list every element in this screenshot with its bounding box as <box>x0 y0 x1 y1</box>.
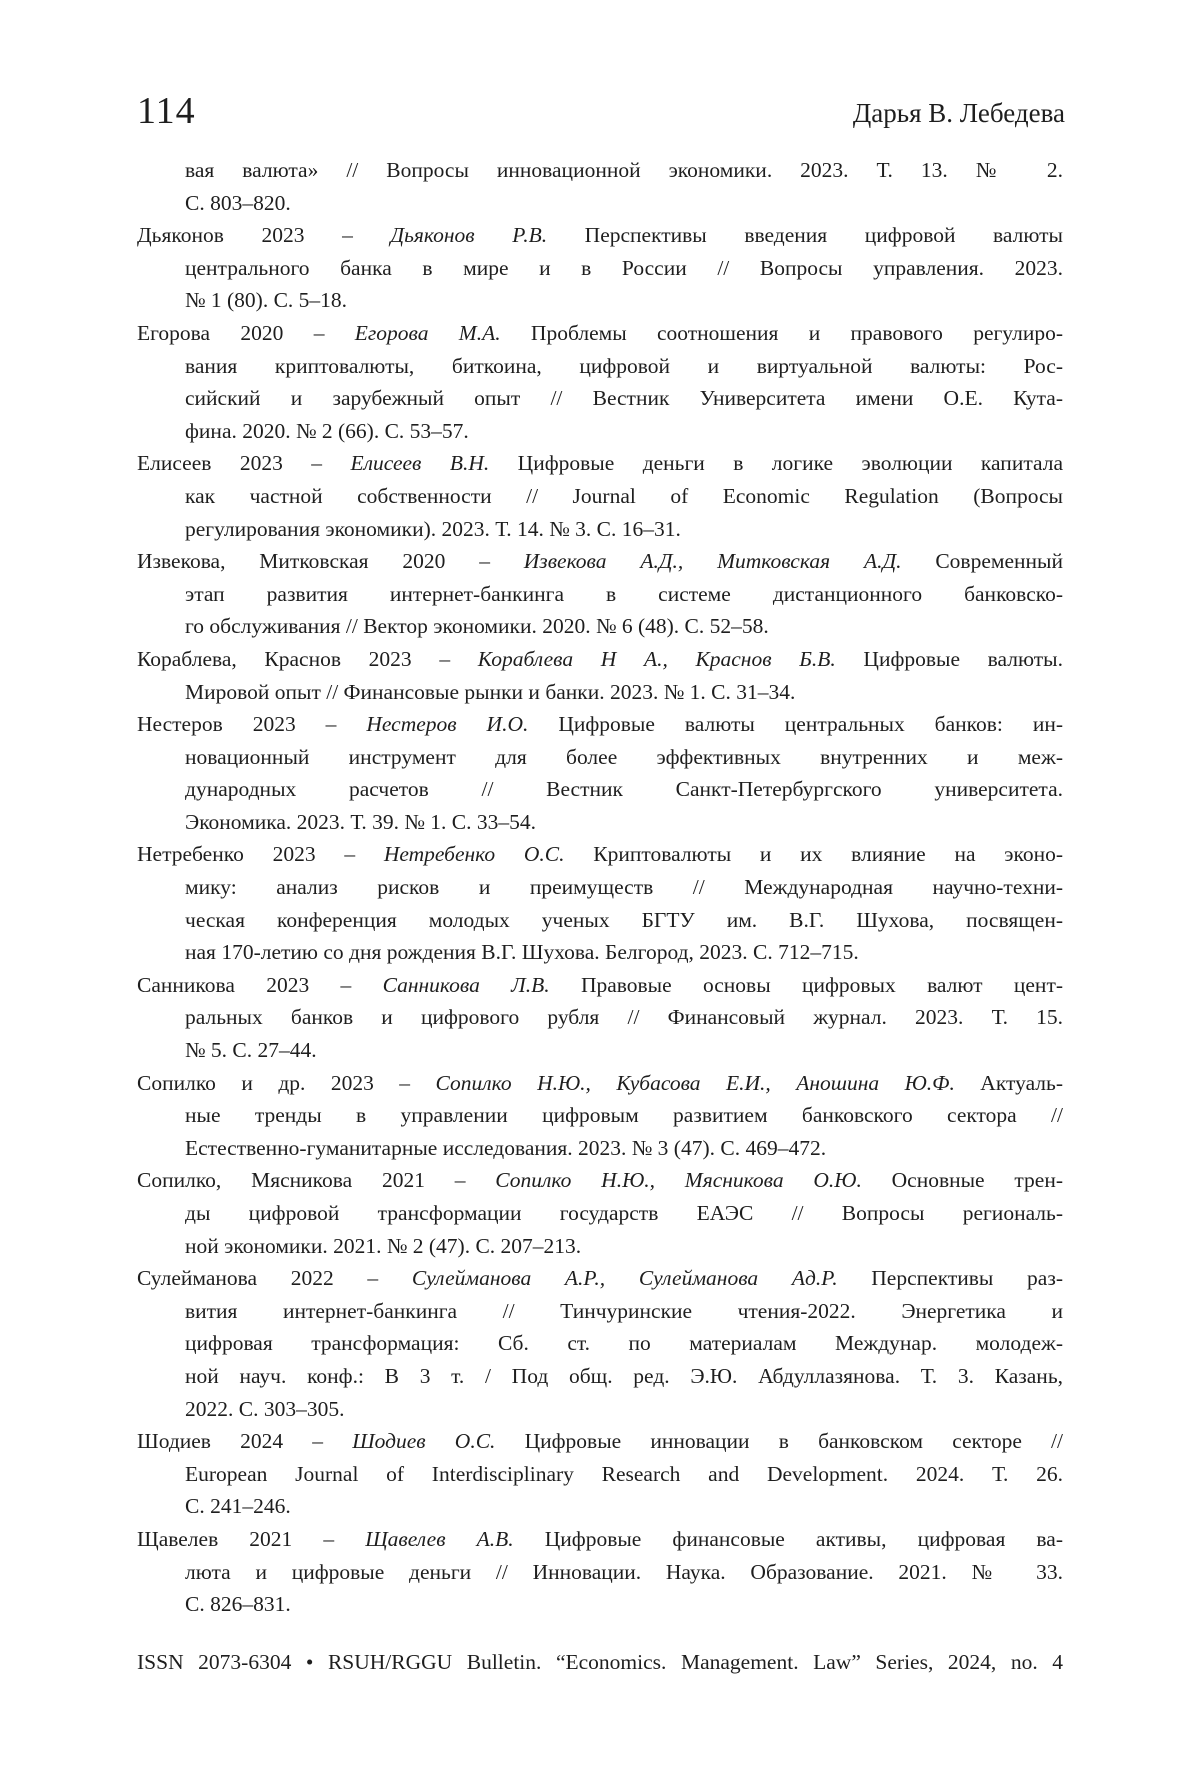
reference-text: Нестеров 2023 – <box>137 712 367 737</box>
reference-text: ческая конференция молодых ученых БГТУ им. В.Г. Шухова, посвящен- <box>185 907 1063 932</box>
reference-line <box>185 284 1063 317</box>
reference-authors-italic: Нестеров И.О. <box>366 712 529 737</box>
reference-line <box>185 578 1063 611</box>
reference-entry <box>137 219 1063 317</box>
reference-authors-italic: Сулейманова А.Р., Сулейманова Ад.Р. <box>411 1266 838 1291</box>
reference-text: центрального банка в мире и в России // Вопросы управления. 2023. <box>185 255 1063 280</box>
reference-line <box>185 1099 1063 1132</box>
reference-line <box>185 1295 1063 1328</box>
reference-authors-italic: Щавелев А.В. <box>365 1526 514 1551</box>
reference-authors-italic: Нетребенко О.С. <box>383 842 565 867</box>
reference-text: вития интернет-банкинга // Тинчуринские чтения-2022. Энергетика и <box>185 1298 1063 1323</box>
reference-line <box>137 1164 1063 1197</box>
reference-entry <box>137 1067 1063 1165</box>
reference-line <box>185 1490 1063 1523</box>
reference-text: Правовые основы цифровых валют цент- <box>549 972 1063 997</box>
running-head-author: Дарья В. Лебедева <box>852 98 1065 128</box>
reference-line <box>185 904 1063 937</box>
reference-text: этап развития интернет-банкинга в системе дистанционного банковско- <box>185 581 1063 606</box>
reference-entry <box>137 643 1063 708</box>
reference-line <box>185 1360 1063 1393</box>
reference-text: Дьяконов 2023 – <box>137 223 391 248</box>
reference-line <box>185 415 1063 448</box>
reference-line <box>185 676 1063 709</box>
reference-text: Цифровые валюты. <box>835 646 1063 671</box>
reference-text: Криптовалюты и их влияние на эконо- <box>564 842 1063 867</box>
reference-line <box>185 382 1063 415</box>
reference-text: Актуаль- <box>954 1070 1063 1095</box>
reference-text: вания криптовалюты, биткоина, цифровой и виртуальной валюты: Рос- <box>185 353 1063 378</box>
reference-text: Кораблева, Краснов 2023 – <box>137 646 478 671</box>
reference-text: сийский и зарубежный опыт // Вестник Университета имени О.Е. Кута- <box>185 386 1063 411</box>
reference-line <box>185 187 1063 220</box>
reference-authors-italic: Елисеев В.Н. <box>350 451 490 476</box>
reference-text: Щавелев 2021 – <box>137 1526 366 1551</box>
reference-authors-italic: Извекова А.Д., Митковская А.Д. <box>523 549 902 574</box>
reference-entry <box>137 708 1063 838</box>
reference-line <box>185 871 1063 904</box>
reference-line <box>137 1067 1063 1100</box>
reference-text: Мировой опыт // Финансовые рынки и банки. 2023. № 1. С. 31–34. <box>185 679 796 704</box>
reference-entry <box>137 447 1063 545</box>
reference-entry <box>137 154 1063 219</box>
reference-line <box>185 1132 1063 1165</box>
reference-text: Цифровые валюты центральных банков: ин- <box>528 712 1063 737</box>
reference-line <box>185 1556 1063 1589</box>
reference-line <box>185 154 1063 187</box>
reference-line <box>185 480 1063 513</box>
reference-text: мику: анализ рисков и преимуществ // Международная научно-техни- <box>185 875 1063 900</box>
reference-line <box>185 1458 1063 1491</box>
reference-text: Экономика. 2023. Т. 39. № 1. С. 33–54. <box>185 809 537 834</box>
reference-text: новационный инструмент для более эффективных внутренних и меж- <box>185 744 1063 769</box>
reference-text: дународных расчетов // Вестник Санкт-Петербургского университета. <box>185 777 1063 802</box>
reference-text: Извекова, Митковская 2020 – <box>137 549 524 574</box>
reference-text: Естественно-гуманитарные исследования. 2023. № 3 (47). С. 469–472. <box>185 1135 827 1160</box>
reference-text: № 5. С. 27–44. <box>185 1038 317 1063</box>
reference-text: Перспективы раз- <box>837 1266 1063 1291</box>
reference-entry <box>137 838 1063 968</box>
reference-text: ды цифровой трансформации государств ЕАЭС // Вопросы региональ- <box>185 1201 1063 1225</box>
reference-entry <box>137 317 1063 447</box>
reference-text: ральных банков и цифрового рубля // Финансовый журнал. 2023. Т. 15. <box>185 1005 1063 1030</box>
reference-line <box>185 513 1063 546</box>
reference-line <box>137 447 1063 480</box>
reference-text: цифровая трансформация: Сб. ст. по материалам Междунар. молодеж- <box>185 1331 1063 1356</box>
reference-entry <box>137 1523 1063 1621</box>
reference-text: Современный <box>901 549 1063 574</box>
reference-line <box>185 1197 1063 1230</box>
reference-line <box>185 1001 1063 1034</box>
reference-text: 2022. С. 303–305. <box>185 1396 345 1421</box>
reference-text: ной экономики. 2021. № 2 (47). С. 207–213. <box>185 1233 582 1258</box>
reference-line <box>185 1588 1063 1621</box>
reference-text: Нетребенко 2023 – <box>137 842 384 867</box>
reference-text: С. 826–831. <box>185 1592 291 1617</box>
reference-text: Проблемы соотношения и правового регулиро- <box>500 320 1064 345</box>
reference-text: Цифровые финансовые активы, цифровая ва- <box>513 1526 1063 1551</box>
reference-entry <box>137 1164 1063 1262</box>
page-number: 114 <box>137 90 196 132</box>
references-list <box>137 154 1063 1621</box>
reference-text: Основные трен- <box>861 1168 1064 1193</box>
reference-authors-italic: Шодиев О.С. <box>352 1429 496 1454</box>
reference-text: фина. 2020. № 2 (66). С. 53–57. <box>185 418 469 443</box>
reference-authors-italic: Санникова Л.В. <box>382 972 550 997</box>
reference-text: Перспективы введения цифровой валюты <box>547 223 1064 248</box>
reference-text: Сулейманова 2022 – <box>137 1266 412 1291</box>
reference-text: Шодиев 2024 – <box>137 1429 353 1454</box>
reference-text: Цифровые инновации в банковском секторе // <box>495 1429 1063 1454</box>
reference-line <box>137 545 1063 578</box>
reference-line <box>185 252 1063 285</box>
reference-entry <box>137 1425 1063 1523</box>
reference-line <box>137 1425 1063 1458</box>
reference-entry <box>137 969 1063 1067</box>
reference-text: регулирования экономики). 2023. Т. 14. № 3. С. 16–31. <box>185 516 681 541</box>
reference-text: вая валюта» // Вопросы инновационной экономики. 2023. Т. 13. № 2. <box>185 158 1063 182</box>
reference-text: С. 803–820. <box>185 190 291 215</box>
reference-line <box>137 838 1063 871</box>
reference-text: Санникова 2023 – <box>137 972 383 997</box>
reference-text: Сопилко и др. 2023 – <box>137 1070 436 1095</box>
reference-line <box>185 773 1063 806</box>
reference-text: Сопилко, Мясникова 2021 – <box>137 1168 496 1193</box>
reference-text: люта и цифровые деньги // Инновации. Наука. Образование. 2021. № 33. <box>185 1559 1063 1584</box>
reference-line <box>185 1034 1063 1067</box>
reference-authors-italic: Дьяконов Р.В. <box>390 223 548 248</box>
journal-footer: ISSN 2073-6304 • RSUH/RGGU Bulletin. “Economics. Management. Law” Series, 2024, no. 4 <box>137 1650 1063 1674</box>
reference-text: как частной собственности // Journal of Economic Regulation (Вопросы <box>185 483 1063 508</box>
reference-entry <box>137 545 1063 643</box>
reference-line <box>137 1262 1063 1295</box>
reference-line <box>185 806 1063 839</box>
reference-text: ной науч. конф.: В 3 т. / Под общ. ред. Э.Ю. Абдуллазянова. Т. 3. Казань, <box>185 1363 1063 1388</box>
reference-authors-italic: Сопилко Н.Ю., Кубасова Е.И., Аношина Ю.Ф. <box>435 1070 955 1095</box>
reference-line <box>185 936 1063 969</box>
reference-text: Цифровые деньги в логике эволюции капитала <box>489 451 1063 476</box>
reference-text: Егорова 2020 – <box>137 320 355 345</box>
reference-line <box>137 969 1063 1002</box>
reference-text: № 1 (80). С. 5–18. <box>185 288 348 313</box>
reference-line <box>137 219 1063 252</box>
reference-line <box>137 643 1063 676</box>
reference-authors-italic: Егорова М.А. <box>354 320 501 345</box>
reference-text: European Journal of Interdisciplinary Research and Development. 2024. Т. 26. <box>185 1461 1063 1486</box>
reference-line <box>185 1327 1063 1360</box>
reference-line <box>185 1393 1063 1426</box>
reference-text: Елисеев 2023 – <box>137 451 351 476</box>
reference-authors-italic: Кораблева Н А., Краснов Б.В. <box>477 646 836 671</box>
reference-text: ные тренды в управлении цифровым развитием банковского сектора // <box>185 1103 1063 1128</box>
reference-line <box>185 1230 1063 1263</box>
reference-text: С. 241–246. <box>185 1494 291 1519</box>
reference-line <box>137 1523 1063 1556</box>
reference-authors-italic: Сопилко Н.Ю., Мясникова О.Ю. <box>495 1168 862 1193</box>
reference-text: ная 170-летию со дня рождения В.Г. Шухова. Белгород, 2023. С. 712–715. <box>185 940 859 965</box>
reference-text: го обслуживания // Вектор экономики. 2020. № 6 (48). С. 52–58. <box>185 614 769 639</box>
reference-line <box>185 741 1063 774</box>
reference-line <box>185 350 1063 383</box>
reference-line <box>137 317 1063 350</box>
reference-line <box>137 708 1063 741</box>
reference-entry <box>137 1262 1063 1425</box>
reference-line <box>185 610 1063 643</box>
